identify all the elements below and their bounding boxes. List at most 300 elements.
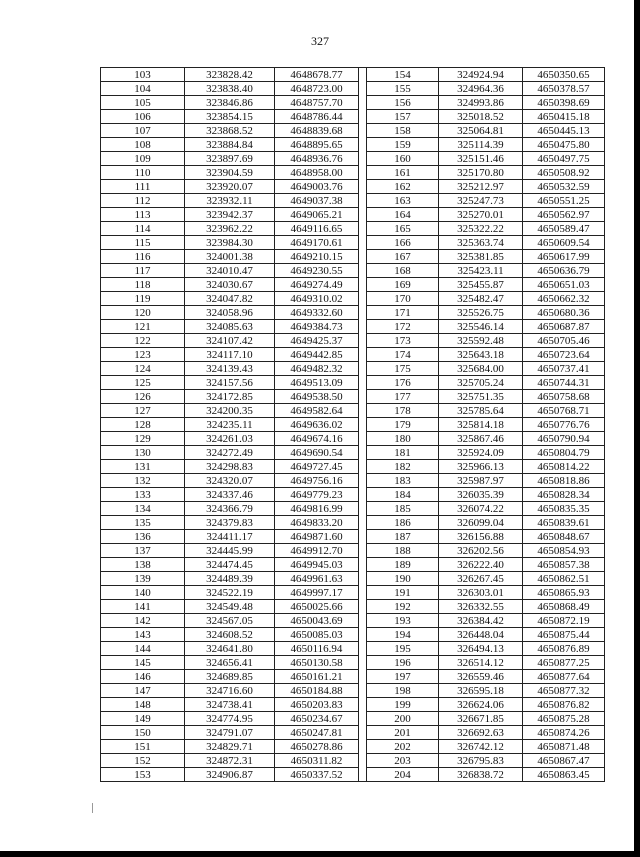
point-number-cell: 110 — [101, 166, 185, 180]
table-row — [101, 446, 605, 460]
point-number-cell: 189 — [367, 558, 439, 572]
column-gap — [359, 530, 367, 544]
y-coordinate-cell: 4649037.38 — [275, 194, 359, 208]
column-gap — [359, 460, 367, 474]
point-number-cell: 120 — [101, 306, 185, 320]
x-coordinate-cell: 323942.37 — [185, 208, 275, 222]
point-number-cell: 124 — [101, 362, 185, 376]
point-number-cell: 150 — [101, 726, 185, 740]
x-coordinate-cell: 326742.12 — [439, 740, 523, 754]
x-coordinate-cell: 325814.18 — [439, 418, 523, 432]
x-coordinate-cell: 324298.83 — [185, 460, 275, 474]
point-number-cell: 185 — [367, 502, 439, 516]
column-gap — [359, 68, 367, 82]
table-row — [101, 306, 605, 320]
table-row — [101, 712, 605, 726]
y-coordinate-cell: 4649116.65 — [275, 222, 359, 236]
column-gap — [359, 740, 367, 754]
x-coordinate-cell: 325592.48 — [439, 334, 523, 348]
x-coordinate-cell: 324139.43 — [185, 362, 275, 376]
point-number-cell: 168 — [367, 264, 439, 278]
point-number-cell: 195 — [367, 642, 439, 656]
table-row — [101, 698, 605, 712]
point-number-cell: 164 — [367, 208, 439, 222]
column-gap — [359, 600, 367, 614]
point-number-cell: 135 — [101, 516, 185, 530]
y-coordinate-cell: 4650875.44 — [523, 628, 605, 642]
y-coordinate-cell: 4650874.26 — [523, 726, 605, 740]
y-coordinate-cell: 4650130.58 — [275, 656, 359, 670]
point-number-cell: 132 — [101, 474, 185, 488]
y-coordinate-cell: 4649833.20 — [275, 516, 359, 530]
x-coordinate-cell: 326267.45 — [439, 572, 523, 586]
x-coordinate-cell: 324872.31 — [185, 754, 275, 768]
point-number-cell: 177 — [367, 390, 439, 404]
point-number-cell: 147 — [101, 684, 185, 698]
column-gap — [359, 124, 367, 138]
point-number-cell: 125 — [101, 376, 185, 390]
table-row — [101, 558, 605, 572]
y-coordinate-cell: 4649582.64 — [275, 404, 359, 418]
column-gap — [359, 404, 367, 418]
column-gap — [359, 236, 367, 250]
table-row — [101, 96, 605, 110]
point-number-cell: 175 — [367, 362, 439, 376]
column-gap — [359, 586, 367, 600]
y-coordinate-cell: 4650877.25 — [523, 656, 605, 670]
x-coordinate-cell: 325170.80 — [439, 166, 523, 180]
table-row — [101, 726, 605, 740]
x-coordinate-cell: 323897.69 — [185, 152, 275, 166]
y-coordinate-cell: 4650508.92 — [523, 166, 605, 180]
table-row — [101, 544, 605, 558]
table-row — [101, 166, 605, 180]
point-number-cell: 107 — [101, 124, 185, 138]
y-coordinate-cell: 4649513.09 — [275, 376, 359, 390]
x-coordinate-cell: 323932.11 — [185, 194, 275, 208]
y-coordinate-cell: 4650609.54 — [523, 236, 605, 250]
table-row — [101, 292, 605, 306]
y-coordinate-cell: 4650723.64 — [523, 348, 605, 362]
point-number-cell: 146 — [101, 670, 185, 684]
table-row — [101, 754, 605, 768]
table-row — [101, 586, 605, 600]
x-coordinate-cell: 324829.71 — [185, 740, 275, 754]
coordinate-table-container — [100, 67, 604, 782]
y-coordinate-cell: 4650445.13 — [523, 124, 605, 138]
x-coordinate-cell: 325212.97 — [439, 180, 523, 194]
column-gap — [359, 544, 367, 558]
y-coordinate-cell: 4650877.64 — [523, 670, 605, 684]
y-coordinate-cell: 4649425.37 — [275, 334, 359, 348]
point-number-cell: 202 — [367, 740, 439, 754]
point-number-cell: 111 — [101, 180, 185, 194]
x-coordinate-cell: 323838.40 — [185, 82, 275, 96]
point-number-cell: 151 — [101, 740, 185, 754]
column-gap — [359, 698, 367, 712]
y-coordinate-cell: 4650839.61 — [523, 516, 605, 530]
y-coordinate-cell: 4650854.93 — [523, 544, 605, 558]
x-coordinate-cell: 325966.13 — [439, 460, 523, 474]
x-coordinate-cell: 325482.47 — [439, 292, 523, 306]
point-number-cell: 199 — [367, 698, 439, 712]
y-coordinate-cell: 4650161.21 — [275, 670, 359, 684]
x-coordinate-cell: 325423.11 — [439, 264, 523, 278]
point-number-cell: 114 — [101, 222, 185, 236]
point-number-cell: 128 — [101, 418, 185, 432]
y-coordinate-cell: 4649384.73 — [275, 320, 359, 334]
point-number-cell: 196 — [367, 656, 439, 670]
y-coordinate-cell: 4650662.32 — [523, 292, 605, 306]
y-coordinate-cell: 4649230.55 — [275, 264, 359, 278]
y-coordinate-cell: 4650871.48 — [523, 740, 605, 754]
x-coordinate-cell: 324107.42 — [185, 334, 275, 348]
table-row — [101, 334, 605, 348]
point-number-cell: 145 — [101, 656, 185, 670]
table-row — [101, 390, 605, 404]
y-coordinate-cell: 4649727.45 — [275, 460, 359, 474]
point-number-cell: 194 — [367, 628, 439, 642]
y-coordinate-cell: 4650758.68 — [523, 390, 605, 404]
y-coordinate-cell: 4649274.49 — [275, 278, 359, 292]
x-coordinate-cell: 324172.85 — [185, 390, 275, 404]
table-row — [101, 180, 605, 194]
x-coordinate-cell: 325751.35 — [439, 390, 523, 404]
point-number-cell: 105 — [101, 96, 185, 110]
table-row — [101, 600, 605, 614]
column-gap — [359, 334, 367, 348]
point-number-cell: 183 — [367, 474, 439, 488]
point-number-cell: 116 — [101, 250, 185, 264]
point-number-cell: 158 — [367, 124, 439, 138]
point-number-cell: 176 — [367, 376, 439, 390]
x-coordinate-cell: 324567.05 — [185, 614, 275, 628]
x-coordinate-cell: 324030.67 — [185, 278, 275, 292]
point-number-cell: 188 — [367, 544, 439, 558]
x-coordinate-cell: 323920.07 — [185, 180, 275, 194]
x-coordinate-cell: 324641.80 — [185, 642, 275, 656]
column-gap — [359, 138, 367, 152]
y-coordinate-cell: 4650877.32 — [523, 684, 605, 698]
y-coordinate-cell: 4648839.68 — [275, 124, 359, 138]
y-coordinate-cell: 4648678.77 — [275, 68, 359, 82]
y-coordinate-cell: 4650311.82 — [275, 754, 359, 768]
column-gap — [359, 180, 367, 194]
column-gap — [359, 348, 367, 362]
point-number-cell: 142 — [101, 614, 185, 628]
x-coordinate-cell: 326692.63 — [439, 726, 523, 740]
table-row — [101, 418, 605, 432]
y-coordinate-cell: 4650790.94 — [523, 432, 605, 446]
point-number-cell: 109 — [101, 152, 185, 166]
y-coordinate-cell: 4649816.99 — [275, 502, 359, 516]
point-number-cell: 174 — [367, 348, 439, 362]
table-row — [101, 488, 605, 502]
column-gap — [359, 446, 367, 460]
y-coordinate-cell: 4649210.15 — [275, 250, 359, 264]
y-coordinate-cell: 4650350.65 — [523, 68, 605, 82]
y-coordinate-cell: 4650415.18 — [523, 110, 605, 124]
y-coordinate-cell: 4650857.38 — [523, 558, 605, 572]
y-coordinate-cell: 4650337.52 — [275, 768, 359, 782]
x-coordinate-cell: 325247.73 — [439, 194, 523, 208]
y-coordinate-cell: 4650562.97 — [523, 208, 605, 222]
point-number-cell: 104 — [101, 82, 185, 96]
point-number-cell: 161 — [367, 166, 439, 180]
y-coordinate-cell: 4649482.32 — [275, 362, 359, 376]
x-coordinate-cell: 324716.60 — [185, 684, 275, 698]
column-gap — [359, 166, 367, 180]
table-row — [101, 278, 605, 292]
table-row — [101, 362, 605, 376]
x-coordinate-cell: 324445.99 — [185, 544, 275, 558]
y-coordinate-cell: 4650835.35 — [523, 502, 605, 516]
y-coordinate-cell: 4648958.00 — [275, 166, 359, 180]
table-row — [101, 236, 605, 250]
point-number-cell: 187 — [367, 530, 439, 544]
column-gap — [359, 376, 367, 390]
column-gap — [359, 642, 367, 656]
column-gap — [359, 264, 367, 278]
point-number-cell: 149 — [101, 712, 185, 726]
y-coordinate-cell: 4650532.59 — [523, 180, 605, 194]
point-number-cell: 165 — [367, 222, 439, 236]
column-gap — [359, 726, 367, 740]
y-coordinate-cell: 4650234.67 — [275, 712, 359, 726]
column-gap — [359, 96, 367, 110]
point-number-cell: 126 — [101, 390, 185, 404]
x-coordinate-cell: 323854.15 — [185, 110, 275, 124]
point-number-cell: 192 — [367, 600, 439, 614]
x-coordinate-cell: 326156.88 — [439, 530, 523, 544]
x-coordinate-cell: 324964.36 — [439, 82, 523, 96]
table-row — [101, 222, 605, 236]
x-coordinate-cell: 324689.85 — [185, 670, 275, 684]
y-coordinate-cell: 4650875.28 — [523, 712, 605, 726]
coordinate-table — [100, 67, 605, 782]
column-gap — [359, 208, 367, 222]
x-coordinate-cell: 325526.75 — [439, 306, 523, 320]
x-coordinate-cell: 324791.07 — [185, 726, 275, 740]
column-gap — [359, 558, 367, 572]
table-row — [101, 656, 605, 670]
point-number-cell: 123 — [101, 348, 185, 362]
scan-mark — [92, 803, 93, 813]
table-row — [101, 404, 605, 418]
point-number-cell: 131 — [101, 460, 185, 474]
point-number-cell: 153 — [101, 768, 185, 782]
table-row — [101, 642, 605, 656]
y-coordinate-cell: 4650278.86 — [275, 740, 359, 754]
point-number-cell: 190 — [367, 572, 439, 586]
point-number-cell: 178 — [367, 404, 439, 418]
y-coordinate-cell: 4650687.87 — [523, 320, 605, 334]
point-number-cell: 160 — [367, 152, 439, 166]
point-number-cell: 157 — [367, 110, 439, 124]
y-coordinate-cell: 4650863.45 — [523, 768, 605, 782]
y-coordinate-cell: 4649170.61 — [275, 236, 359, 250]
point-number-cell: 137 — [101, 544, 185, 558]
x-coordinate-cell: 326332.55 — [439, 600, 523, 614]
y-coordinate-cell: 4650848.67 — [523, 530, 605, 544]
table-row — [101, 684, 605, 698]
table-row — [101, 124, 605, 138]
x-coordinate-cell: 324047.82 — [185, 292, 275, 306]
x-coordinate-cell: 324272.49 — [185, 446, 275, 460]
point-number-cell: 184 — [367, 488, 439, 502]
table-row — [101, 376, 605, 390]
y-coordinate-cell: 4649674.16 — [275, 432, 359, 446]
x-coordinate-cell: 325987.97 — [439, 474, 523, 488]
page-number: 327 — [311, 34, 329, 48]
table-row — [101, 250, 605, 264]
x-coordinate-cell: 325322.22 — [439, 222, 523, 236]
point-number-cell: 148 — [101, 698, 185, 712]
y-coordinate-cell: 4650636.79 — [523, 264, 605, 278]
x-coordinate-cell: 323884.84 — [185, 138, 275, 152]
table-row — [101, 152, 605, 166]
x-coordinate-cell: 324235.11 — [185, 418, 275, 432]
point-number-cell: 115 — [101, 236, 185, 250]
column-gap — [359, 306, 367, 320]
x-coordinate-cell: 324608.52 — [185, 628, 275, 642]
x-coordinate-cell: 324058.96 — [185, 306, 275, 320]
y-coordinate-cell: 4650475.80 — [523, 138, 605, 152]
x-coordinate-cell: 325924.09 — [439, 446, 523, 460]
x-coordinate-cell: 325064.81 — [439, 124, 523, 138]
x-coordinate-cell: 324411.17 — [185, 530, 275, 544]
y-coordinate-cell: 4650116.94 — [275, 642, 359, 656]
x-coordinate-cell: 324489.39 — [185, 572, 275, 586]
y-coordinate-cell: 4650814.22 — [523, 460, 605, 474]
column-gap — [359, 278, 367, 292]
point-number-cell: 156 — [367, 96, 439, 110]
column-gap — [359, 82, 367, 96]
x-coordinate-cell: 325455.87 — [439, 278, 523, 292]
table-row — [101, 670, 605, 684]
column-gap — [359, 712, 367, 726]
y-coordinate-cell: 4650025.66 — [275, 600, 359, 614]
x-coordinate-cell: 326074.22 — [439, 502, 523, 516]
point-number-cell: 191 — [367, 586, 439, 600]
y-coordinate-cell: 4650804.79 — [523, 446, 605, 460]
point-number-cell: 139 — [101, 572, 185, 586]
x-coordinate-cell: 325785.64 — [439, 404, 523, 418]
x-coordinate-cell: 324924.94 — [439, 68, 523, 82]
column-gap — [359, 194, 367, 208]
x-coordinate-cell: 324549.48 — [185, 600, 275, 614]
table-row — [101, 502, 605, 516]
y-coordinate-cell: 4648723.00 — [275, 82, 359, 96]
x-coordinate-cell: 326795.83 — [439, 754, 523, 768]
y-coordinate-cell: 4649332.60 — [275, 306, 359, 320]
point-number-cell: 200 — [367, 712, 439, 726]
x-coordinate-cell: 323828.42 — [185, 68, 275, 82]
x-coordinate-cell: 324522.19 — [185, 586, 275, 600]
x-coordinate-cell: 326595.18 — [439, 684, 523, 698]
column-gap — [359, 152, 367, 166]
column-gap — [359, 362, 367, 376]
x-coordinate-cell: 325684.00 — [439, 362, 523, 376]
x-coordinate-cell: 324379.83 — [185, 516, 275, 530]
y-coordinate-cell: 4650680.36 — [523, 306, 605, 320]
point-number-cell: 119 — [101, 292, 185, 306]
table-row — [101, 110, 605, 124]
x-coordinate-cell: 326448.04 — [439, 628, 523, 642]
table-row — [101, 628, 605, 642]
x-coordinate-cell: 326222.40 — [439, 558, 523, 572]
y-coordinate-cell: 4649442.85 — [275, 348, 359, 362]
y-coordinate-cell: 4650876.82 — [523, 698, 605, 712]
x-coordinate-cell: 323868.52 — [185, 124, 275, 138]
x-coordinate-cell: 326303.01 — [439, 586, 523, 600]
y-coordinate-cell: 4648757.70 — [275, 96, 359, 110]
y-coordinate-cell: 4650705.46 — [523, 334, 605, 348]
point-number-cell: 133 — [101, 488, 185, 502]
point-number-cell: 201 — [367, 726, 439, 740]
point-number-cell: 152 — [101, 754, 185, 768]
y-coordinate-cell: 4649310.02 — [275, 292, 359, 306]
x-coordinate-cell: 324366.79 — [185, 502, 275, 516]
column-gap — [359, 670, 367, 684]
y-coordinate-cell: 4650043.69 — [275, 614, 359, 628]
y-coordinate-cell: 4649779.23 — [275, 488, 359, 502]
y-coordinate-cell: 4650872.19 — [523, 614, 605, 628]
point-number-cell: 193 — [367, 614, 439, 628]
y-coordinate-cell: 4650744.31 — [523, 376, 605, 390]
point-number-cell: 112 — [101, 194, 185, 208]
point-number-cell: 179 — [367, 418, 439, 432]
table-row — [101, 572, 605, 586]
column-gap — [359, 754, 367, 768]
y-coordinate-cell: 4650865.93 — [523, 586, 605, 600]
y-coordinate-cell: 4650862.51 — [523, 572, 605, 586]
y-coordinate-cell: 4649912.70 — [275, 544, 359, 558]
x-coordinate-cell: 326035.39 — [439, 488, 523, 502]
x-coordinate-cell: 325867.46 — [439, 432, 523, 446]
y-coordinate-cell: 4649871.60 — [275, 530, 359, 544]
point-number-cell: 138 — [101, 558, 185, 572]
point-number-cell: 169 — [367, 278, 439, 292]
y-coordinate-cell: 4650768.71 — [523, 404, 605, 418]
point-number-cell: 186 — [367, 516, 439, 530]
x-coordinate-cell: 324157.56 — [185, 376, 275, 390]
x-coordinate-cell: 324738.41 — [185, 698, 275, 712]
x-coordinate-cell: 326671.85 — [439, 712, 523, 726]
point-number-cell: 172 — [367, 320, 439, 334]
x-coordinate-cell: 325705.24 — [439, 376, 523, 390]
x-coordinate-cell: 324200.35 — [185, 404, 275, 418]
point-number-cell: 103 — [101, 68, 185, 82]
x-coordinate-cell: 324474.45 — [185, 558, 275, 572]
x-coordinate-cell: 324117.10 — [185, 348, 275, 362]
y-coordinate-cell: 4650247.81 — [275, 726, 359, 740]
y-coordinate-cell: 4650617.99 — [523, 250, 605, 264]
table-row — [101, 614, 605, 628]
x-coordinate-cell: 324010.47 — [185, 264, 275, 278]
x-coordinate-cell: 324774.95 — [185, 712, 275, 726]
point-number-cell: 140 — [101, 586, 185, 600]
y-coordinate-cell: 4649945.03 — [275, 558, 359, 572]
y-coordinate-cell: 4649538.50 — [275, 390, 359, 404]
point-number-cell: 203 — [367, 754, 439, 768]
y-coordinate-cell: 4650551.25 — [523, 194, 605, 208]
y-coordinate-cell: 4650818.86 — [523, 474, 605, 488]
y-coordinate-cell: 4650867.47 — [523, 754, 605, 768]
column-gap — [359, 250, 367, 264]
y-coordinate-cell: 4649997.17 — [275, 586, 359, 600]
y-coordinate-cell: 4648895.65 — [275, 138, 359, 152]
